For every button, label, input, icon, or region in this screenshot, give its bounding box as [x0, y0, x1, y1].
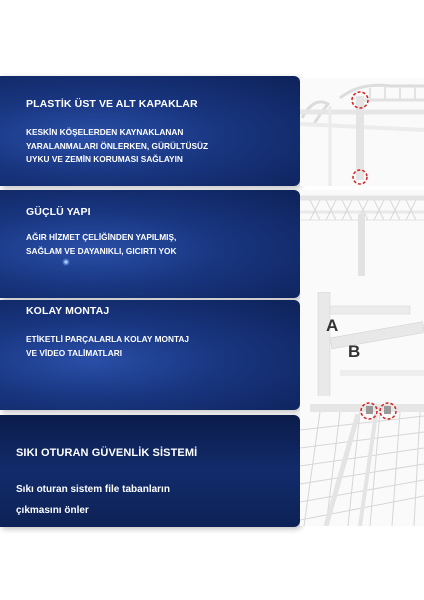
assembly-parts-photo: [300, 292, 424, 410]
description-line: SAĞLAM VE DAYANIKLI, GICIRTI YOK: [26, 245, 177, 256]
feature-panel-safety-system: [0, 415, 300, 527]
description-line: YARALANMALARI ÖNLERKEN, GÜRÜLTÜSÜZ: [26, 140, 209, 151]
feature-description: [26, 231, 291, 258]
description-line: ETİKETLİ PARÇALARLA KOLAY MONTAJ: [26, 334, 190, 344]
feature-description: [16, 479, 281, 521]
feature-description: [26, 126, 291, 167]
feature-title: GÜÇLÜ YAPI: [26, 206, 91, 218]
light-sparkle-decoration: [62, 258, 70, 266]
feature-title: PLASTİK ÜST VE ALT KAPAKLAR: [26, 98, 198, 110]
description-line: UYKU VE ZEMİN KORUMASI SAĞLAYIN: [26, 154, 183, 164]
feature-panel-plastic-caps: [0, 76, 300, 186]
description-line: çıkmasını önler: [16, 505, 89, 516]
feature-panel-easy-assembly: [0, 300, 300, 410]
description-line: VE VİDEO TALİMATLARI: [26, 347, 123, 358]
part-label-b: B: [348, 342, 361, 361]
bed-headboard-photo: [300, 78, 424, 186]
bed-slat-structure-photo: [300, 190, 424, 292]
description-line: AĞIR HİZMET ÇELİĞİNDEN YAPILMIŞ,: [26, 232, 177, 242]
feature-title: KOLAY MONTAJ: [26, 305, 110, 317]
feature-description: [26, 333, 291, 360]
feature-panel-strong-structure: [0, 190, 300, 298]
mesh-base-photo: [300, 396, 424, 526]
description-line: Sıkı oturan sistem file tabanların: [16, 484, 170, 495]
feature-title: SIKI OTURAN GÜVENLİK SİSTEMİ: [16, 447, 198, 459]
part-label-a: A: [326, 316, 339, 335]
description-line: KESKİN KÖŞELERDEN KAYNAKLANAN: [26, 127, 184, 137]
